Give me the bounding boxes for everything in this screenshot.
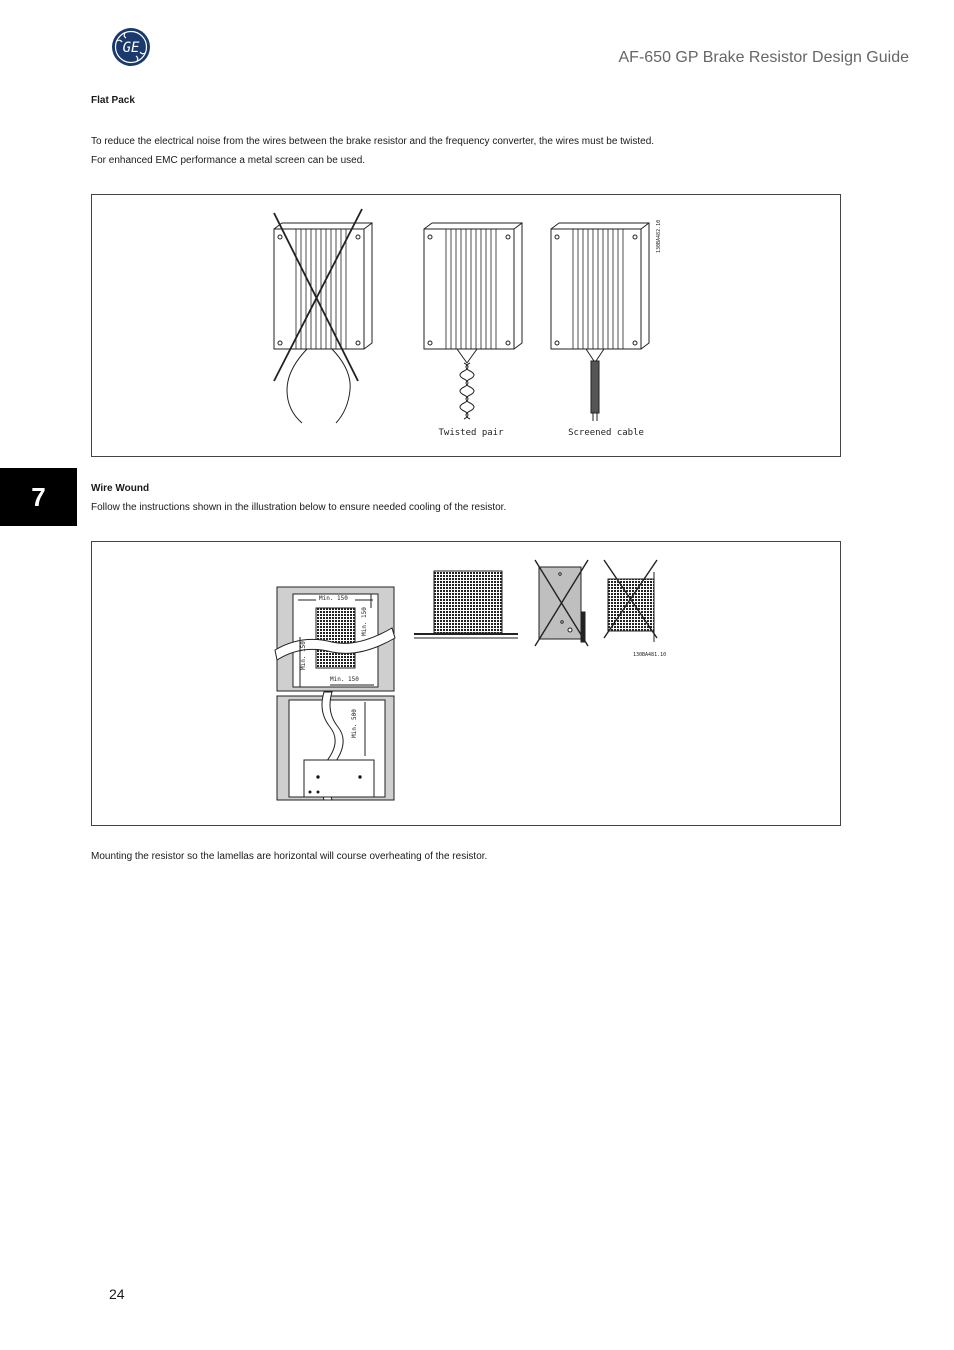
resistor-mounted-wrong-2 (604, 560, 657, 642)
page-number: 24 (109, 1286, 125, 1302)
chapter-tab: 7 (0, 468, 77, 526)
flat-pack-illustration (92, 195, 840, 456)
ge-logo-text: GE (122, 40, 140, 56)
wire-wound-heading: Wire Wound (91, 483, 150, 494)
dim-left-label: Min. 150 (300, 641, 307, 670)
document-title: AF-650 GP Brake Resistor Design Guide (618, 49, 909, 66)
flat-pack-resistor-wrong (274, 209, 372, 423)
resistor-mounted-wrong-1 (535, 560, 588, 646)
flat-pack-figure-code: 130BA482.10 (656, 219, 662, 253)
dim-top-label: Min. 150 (319, 595, 348, 602)
mounting-note: Mounting the resistor so the lamellas are horizontal will course overheating of the resistor. (91, 851, 488, 862)
wire-wound-figure-code: 130BA481.10 (633, 652, 667, 658)
dim-bottom-label: Min. 150 (330, 676, 359, 683)
ge-logo (111, 27, 151, 67)
flat-pack-resistor-twisted (424, 223, 522, 419)
dim-right-label: Min. 150 (361, 607, 368, 636)
flat-pack-heading: Flat Pack (91, 95, 135, 106)
flat-pack-figure (91, 194, 841, 457)
wire-wound-paragraph: Follow the instructions shown in the illustration below to ensure needed cooling of the resistor. (91, 502, 507, 513)
ge-monogram-icon (111, 27, 151, 67)
twisted-pair-label: Twisted pair (438, 428, 504, 438)
screened-cable-label: Screened cable (568, 428, 644, 438)
wire-wound-figure (91, 541, 841, 826)
flat-pack-paragraph-2: For enhanced EMC performance a metal screen can be used. (91, 155, 366, 166)
flat-pack-resistor-screened (551, 223, 649, 421)
clearance-panel-vertical (277, 692, 394, 800)
flat-pack-paragraph-1: To reduce the electrical noise from the wires between the brake resistor and the frequency converter, the wires must be twisted. (91, 136, 655, 147)
dim-vertical-label: Min. 500 (351, 709, 358, 738)
resistor-mounted-correct (414, 571, 518, 638)
wire-wound-illustration (92, 542, 840, 825)
